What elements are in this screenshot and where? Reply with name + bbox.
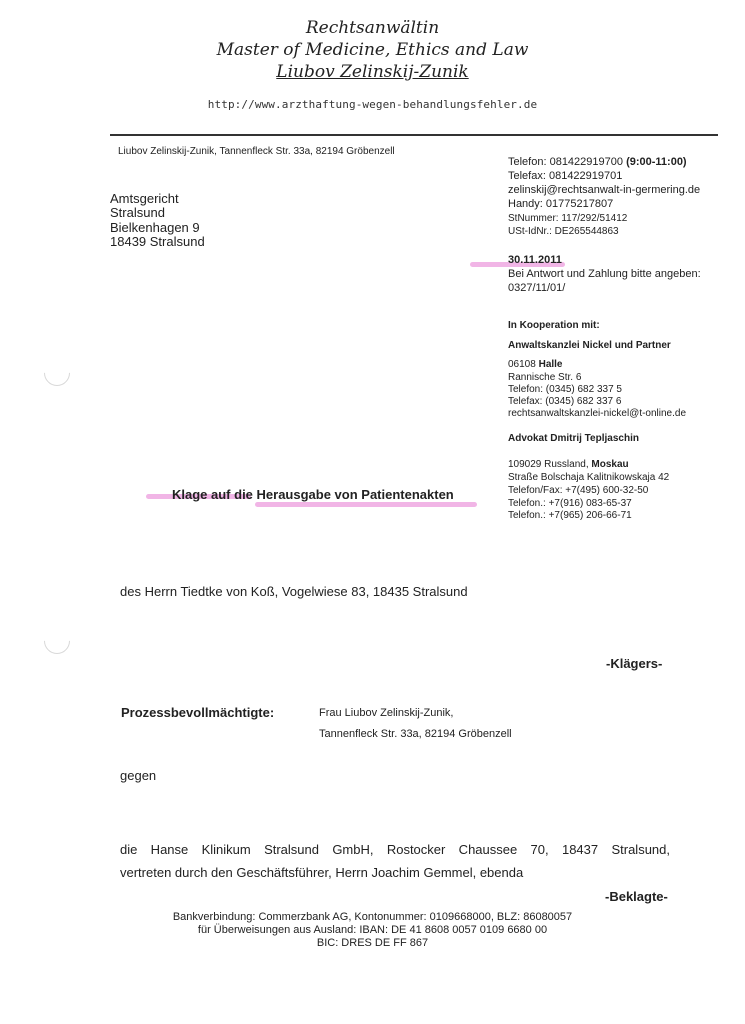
defendant-line-1: die Hanse Klinikum Stralsund GmbH, Rostocker Chaussee 70, 18437 Stralsund, [120,842,670,857]
recipient-street: Bielkenhagen 9 [110,220,200,235]
firm1-email: rechtsanwaltskanzlei-nickel@t-online.de [508,408,687,419]
firm2-zip-city [508,459,629,472]
defendant-label: -Beklagte- [605,889,668,904]
letterhead-subtitle: Master of Medicine, Ethics and Law [216,40,529,60]
contact-phone-number: Telefon: 081422919700 [508,156,627,168]
firm2-phone-fax: Telefon/Fax: +7(495) 600-32-50 [508,485,649,496]
firm2-zip-country: 109029 Russland, [508,459,592,470]
firm1-zip-city [508,359,563,372]
counsel-label: Prozessbevollmächtigte: [121,705,275,720]
contact-mobile: Handy: 01775217807 [508,198,614,210]
contact-phone [508,156,687,169]
letter-date: 30.11.2011 [508,254,562,266]
reference-number: 0327/11/01/ [508,282,566,294]
sender-address-line: Liubov Zelinskij-Zunik, Tannenfleck Str. 33a, 82194 Gröbenzell [118,146,395,157]
contact-vat-id: USt-IdNr.: DE265544863 [508,226,619,237]
letterhead-title: Rechtsanwältin [305,18,440,38]
bank-details-line-1: Bankverbindung: Commerzbank AG, Kontonummer: 0109668000, BLZ: 86080057 [172,911,573,923]
firm2-city: Moskau [591,459,629,470]
letterhead-url: http://www.arzthaftung-wegen-behandlungsfehler.de [207,98,538,111]
contact-tax-number: StNummer: 117/292/51412 [508,213,628,224]
contact-fax: Telefax: 081422919701 [508,170,623,182]
firm1-zip: 06108 [508,359,539,370]
contact-phone-hours: (9:00-11:00) [626,156,687,168]
bank-details-line-2: für Überweisungen aus Ausland: IBAN: DE 41 8608 0057 0109 6680 00 [197,924,548,936]
recipient-zip-city: 18439 Stralsund [110,234,205,249]
recipient-court: Amtsgericht [110,191,179,206]
letterhead-name: Liubov Zelinskij-Zunik [276,62,469,82]
firm1-fax: Telefax: (0345) 682 337 6 [508,396,622,407]
firm1-street: Rannische Str. 6 [508,372,582,383]
counsel-name: Frau Liubov Zelinskij-Zunik, [319,707,454,719]
punch-hole-mark [39,623,76,660]
firm1-name: Anwaltskanzlei Nickel und Partner [508,340,671,351]
plaintiff-label: -Klägers- [606,656,663,671]
subject-highlight-right [255,502,477,507]
counsel-address: Tannenfleck Str. 33a, 82194 Gröbenzell [319,728,512,740]
recipient-city: Stralsund [110,205,165,220]
firm1-city: Halle [538,359,563,370]
firm2-phone-2: Telefon.: +7(965) 206-66-71 [508,510,632,521]
firm2-phone-1: Telefon.: +7(916) 083-65-37 [508,498,632,509]
bank-details-line-3: BIC: DRES DE FF 867 [316,937,429,949]
reference-note: Bei Antwort und Zahlung bitte angeben: [508,268,701,280]
cooperation-heading: In Kooperation mit: [508,320,600,331]
versus-label: gegen [120,768,157,783]
header-divider [110,134,718,136]
firm2-street: Straße Bolschaja Kalitnikowskaja 42 [508,472,670,483]
plaintiff-line: des Herrn Tiedtke von Koß, Vogelwiese 83, 18435 Stralsund [120,584,468,599]
defendant-line-2: vertreten durch den Geschäftsführer, Herrn Joachim Gemmel, ebenda [120,865,524,880]
punch-hole-mark [39,355,76,392]
firm2-name: Advokat Dmitrij Tepljaschin [508,433,639,444]
firm1-phone: Telefon: (0345) 682 337 5 [508,384,622,395]
contact-email: zelinskij@rechtsanwalt-in-germering.de [508,184,701,196]
subject-line: Klage auf die Herausgabe von Patientenakten [172,487,454,502]
